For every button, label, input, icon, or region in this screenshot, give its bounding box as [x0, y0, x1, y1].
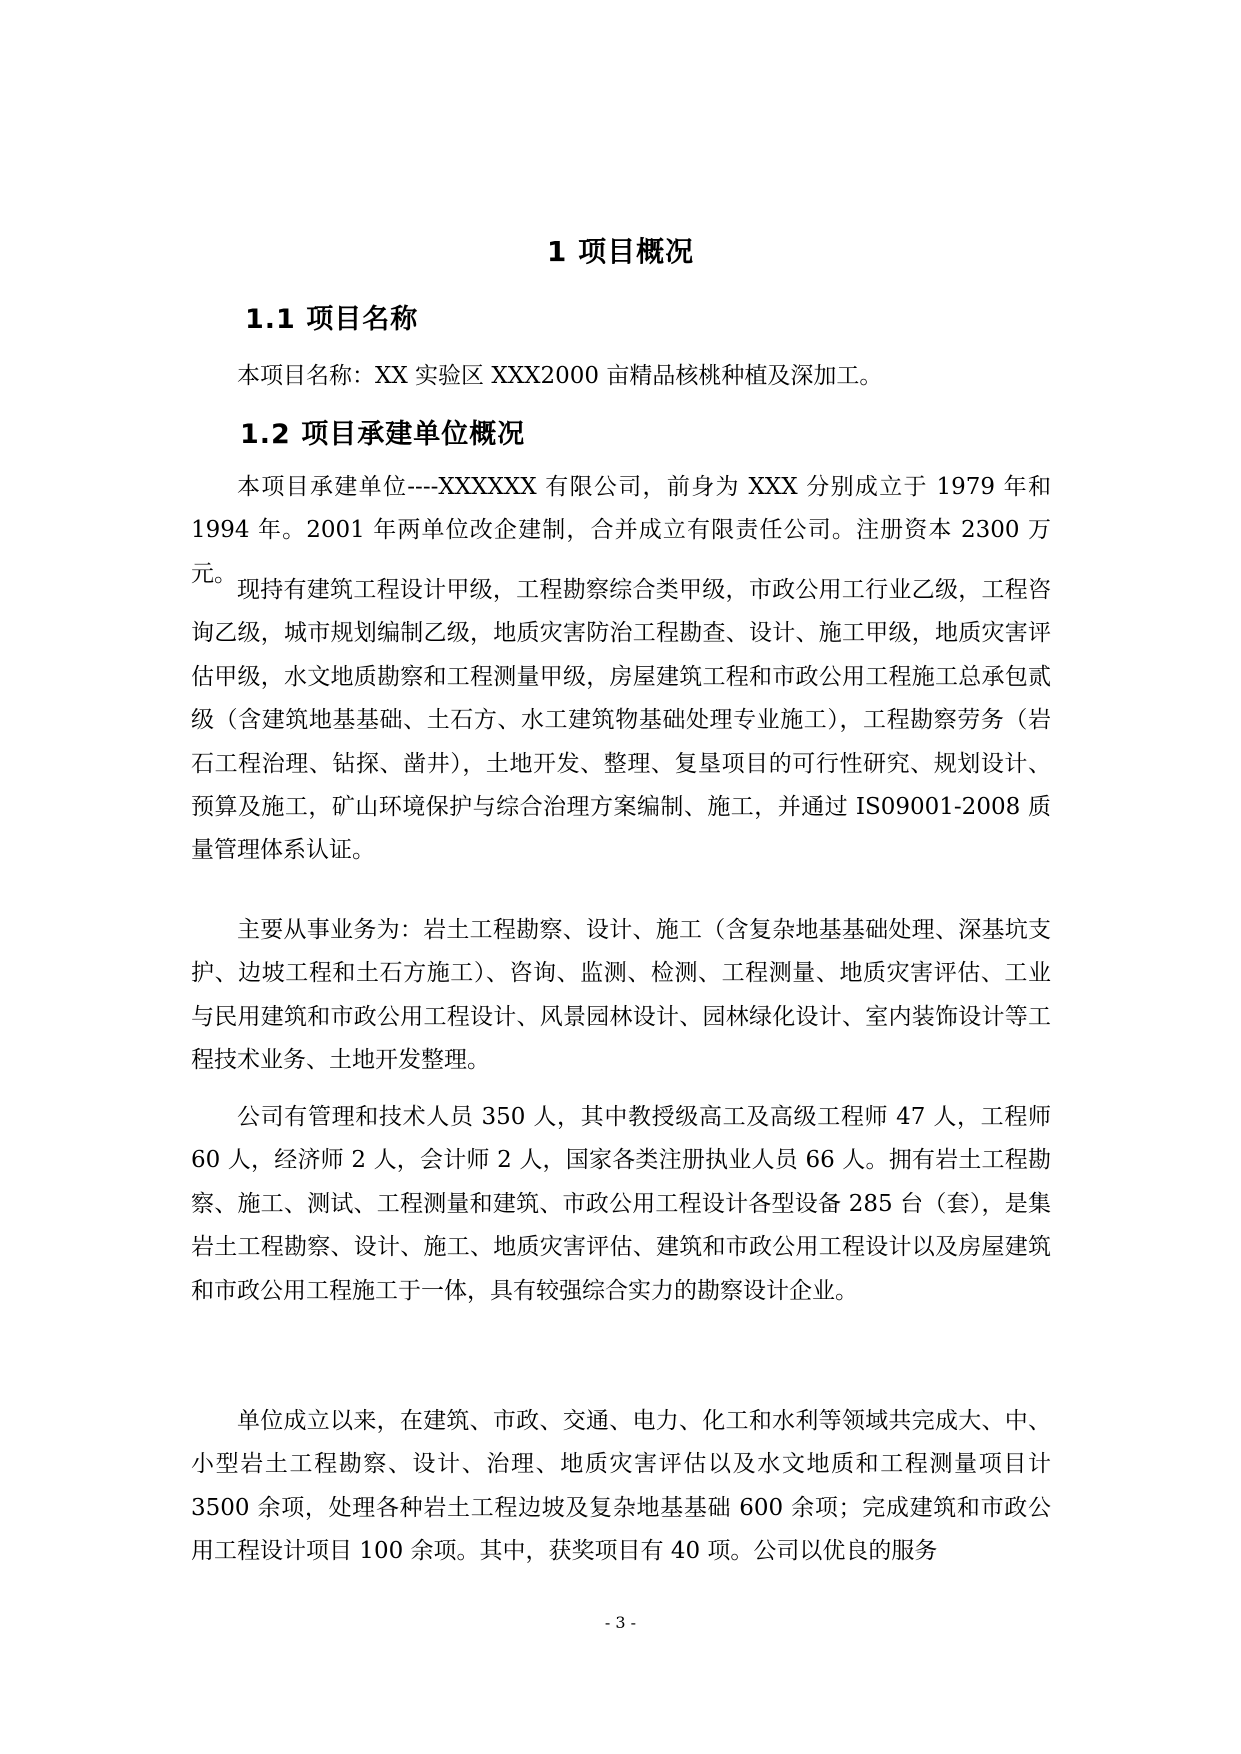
paragraph-achievements: 单位成立以来，在建筑、市政、交通、电力、化工和水利等领域共完成大、中、小型岩土工程勘察、设计、治理、地质灾害评估以及水文地质和工程测量项目计 3500 余项，处理各种岩土工程边坡及复杂地基基础 600 余项；完成建筑和市政公用工程设计项目 100 余项。其中，获奖项目有 40 项。公司以优良的服务 — [191, 1408, 1051, 1565]
paragraph-main-business: 主要从事业务为：岩土工程勘察、设计、施工（含复杂地基基础处理、深基坑支护、边坡工程和土石方施工）、咨询、监测、检测、工程测量、地质灾害评估、工业与民用建筑和市政公用工程设计、风景园林设计、园林绿化设计、室内装饰设计等工程技术业务、土地开发整理。 — [191, 917, 1051, 1074]
section-heading-project-name: 1.1 项目名称 — [245, 304, 419, 335]
section-heading-contractor-overview: 1.2 项目承建单位概况 — [240, 419, 526, 450]
page-number: - 3 - — [604, 1613, 637, 1632]
paragraph-staff-equipment: 公司有管理和技术人员 350 人，其中教授级高工及高级工程师 47 人，工程师 60 人，经济师 2 人，会计师 2 人，国家各类注册执业人员 66 人。拥有岩土工程勘察、施工、测试、工程测量和建筑、市政公用工程设计各型设备 285 台（套），是集岩土工程勘察、设计、施工、地质灾害评估、建筑和市政公用工程设计以及房屋建筑和市政公用工程施工于一体，具有较强综合实力的勘察设计企业。 — [191, 1104, 1051, 1304]
chapter-title: 1 项目概况 — [546, 235, 695, 268]
paragraph-qualifications: 现持有建筑工程设计甲级，工程勘察综合类甲级，市政公用工行业乙级，工程咨询乙级，城市规划编制乙级，地质灾害防治工程勘查、设计、施工甲级，地质灾害评估甲级，水文地质勘察和工程测量甲级，房屋建筑工程和市政公用工程施工总承包贰级（含建筑地基基础、土石方、水工建筑物基础处理专业施工），工程勘察劳务（岩石工程治理、钻探、凿井），土地开发、整理、复垦项目的可行性研究、规划设计、预算及施工，矿山环境保护与综合治理方案编制、施工，并通过 IS09001-2008 质量管理体系认证。 — [191, 577, 1051, 864]
paragraph-company-history: 本项目承建单位----XXXXXX 有限公司，前身为 XXX 分别成立于 1979 年和 1994 年。2001 年两单位改企建制，合并成立有限责任公司。注册资本 2300 万元。 — [191, 474, 1051, 587]
paragraph-project-name: 本项目名称：XX 实验区 XXX2000 亩精品核桃种植及深加工。 — [237, 363, 883, 389]
